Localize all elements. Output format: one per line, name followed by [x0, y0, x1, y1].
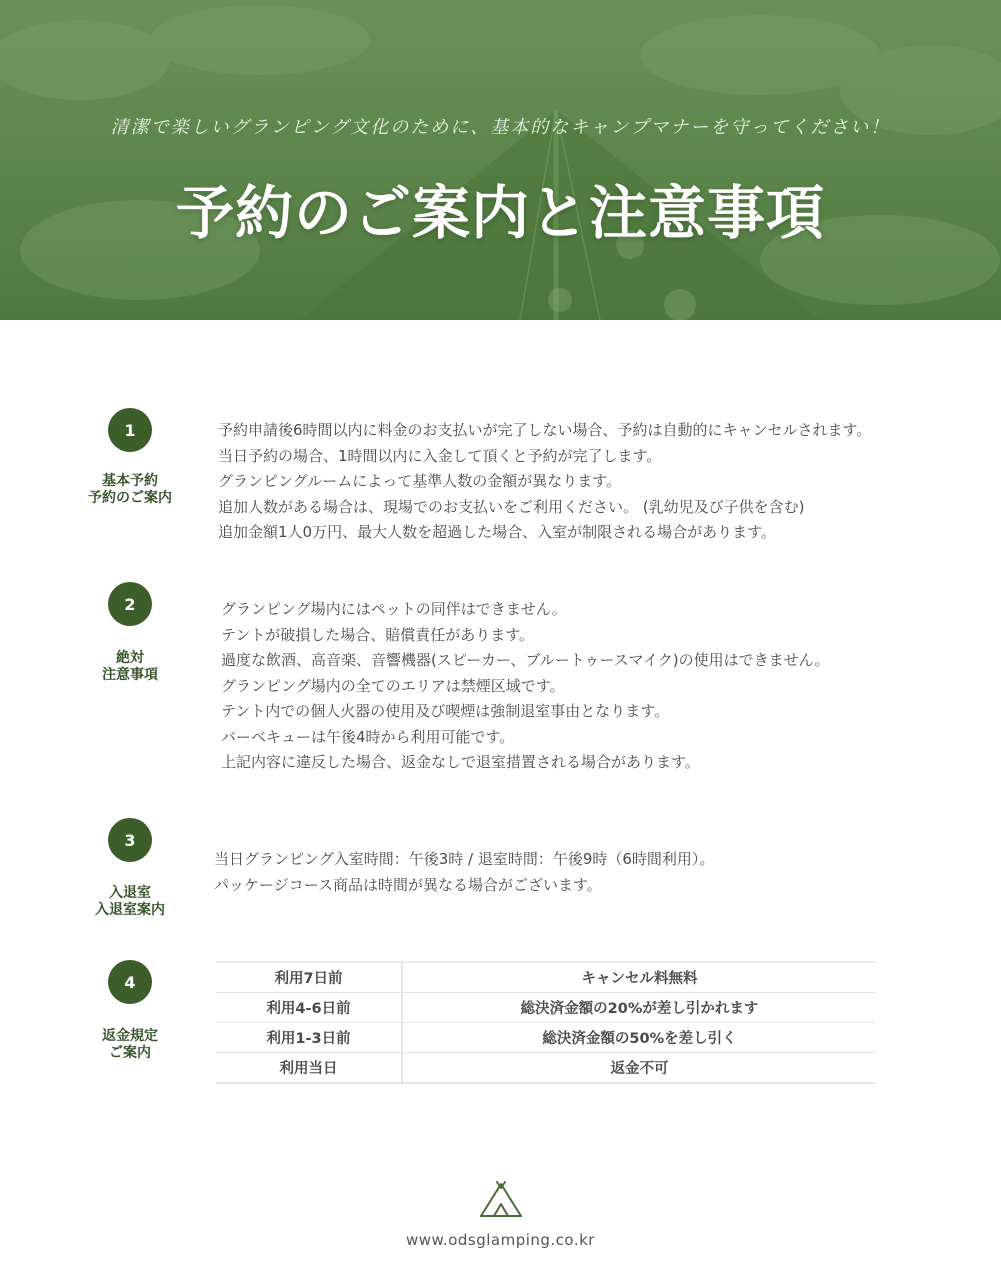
list-item: 過度な飲酒、高音楽、音響機器(スピーカー、ブルートゥースマイク)の使用はできません。 [221, 651, 830, 669]
list-item: 追加金額1人0万円、最大人数を超過した場合、入室が制限される場合があります。 [218, 523, 776, 541]
section-number-badge: 2 [108, 582, 152, 626]
section-label [75, 885, 185, 919]
list-item: 予約申請後6時間以内に料金のお支払いが完了しない場合、予約は自動的にキャンセルされます。 [218, 421, 872, 439]
table-row [216, 993, 876, 1023]
section-number-badge: 1 [108, 408, 152, 452]
hero-subtitle: 清潔で楽しいグランピング文化のために、基本的なキャンプマナーを守ってください！ [110, 117, 891, 138]
list-item: 当日グランピング入室時間：午後3時 / 退室時間：午後9時（6時間利用）。 [214, 850, 715, 868]
list-item: 当日予約の場合、1時間以内に入金して頂くと予約が完了します。 [218, 446, 662, 465]
table-row [216, 1023, 876, 1053]
list-item: テントが破損した場合、賠償責任があります。 [221, 625, 535, 644]
section-label [75, 473, 185, 507]
section-label-line: 基本予約 [102, 473, 158, 489]
table-row [216, 1053, 876, 1084]
section-label-line: 返金規定 [102, 1028, 158, 1044]
section-label-line: 入退室 [109, 885, 151, 901]
table-cell-period: 利用1-3日前 [216, 1023, 402, 1053]
list-item: グランピング場内にはペットの同伴はできません。 [221, 600, 567, 618]
table-row [216, 962, 876, 993]
table-cell-policy: 返金不可 [402, 1053, 876, 1084]
tent-icon [479, 1180, 523, 1220]
hero-banner [0, 0, 1001, 320]
table-cell-policy: 総決済金額の20%が差し引かれます [402, 993, 876, 1023]
list-item: グランピング場内の全てのエリアは禁煙区域です。 [221, 676, 565, 695]
section-text-list [218, 418, 871, 546]
table-cell-policy: キャンセル料無料 [402, 962, 876, 993]
list-item: テント内での個人火器の使用及び喫煙は強制退室事由となります。 [221, 702, 670, 720]
section-label-line: 予約のご案内 [88, 490, 172, 506]
list-item: バーベキューは午後4時から利用可能です。 [221, 727, 515, 746]
section-number-badge: 3 [108, 818, 152, 862]
list-item: パッケージコース商品は時間が異なる場合がございます。 [214, 875, 602, 894]
table-cell-period: 利用4-6日前 [216, 993, 402, 1023]
section-text-list [221, 597, 829, 776]
list-item: 追加人数がある場合は、現場でのお支払いをご利用ください。 (乳幼児及び子供を含む) [218, 497, 805, 516]
website-url: www.odsglamping.co.kr [406, 1231, 595, 1249]
section-label-line: ご案内 [109, 1045, 151, 1061]
section-label-line: 注意事項 [102, 667, 158, 683]
refund-table [216, 961, 876, 1084]
section-label-line: 入退室案内 [95, 902, 165, 918]
section-text-list [214, 847, 714, 898]
list-item: 上記内容に違反した場合、返金なしで退室措置される場合があります。 [221, 753, 700, 771]
table-cell-period: 利用7日前 [216, 962, 402, 993]
list-item: グランピングルームによって基準人数の金額が異なります。 [218, 472, 622, 490]
page-title: 予約のご案内と注意事項 [175, 179, 825, 247]
table-cell-policy: 総決済金額の50%を差し引く [402, 1023, 876, 1053]
section-label [75, 650, 185, 684]
section-label-line: 絶対 [116, 650, 144, 666]
tent-background-image [0, 0, 1001, 320]
section-number-badge: 4 [108, 960, 152, 1004]
table-cell-period: 利用当日 [216, 1053, 402, 1084]
section-label [75, 1028, 185, 1062]
